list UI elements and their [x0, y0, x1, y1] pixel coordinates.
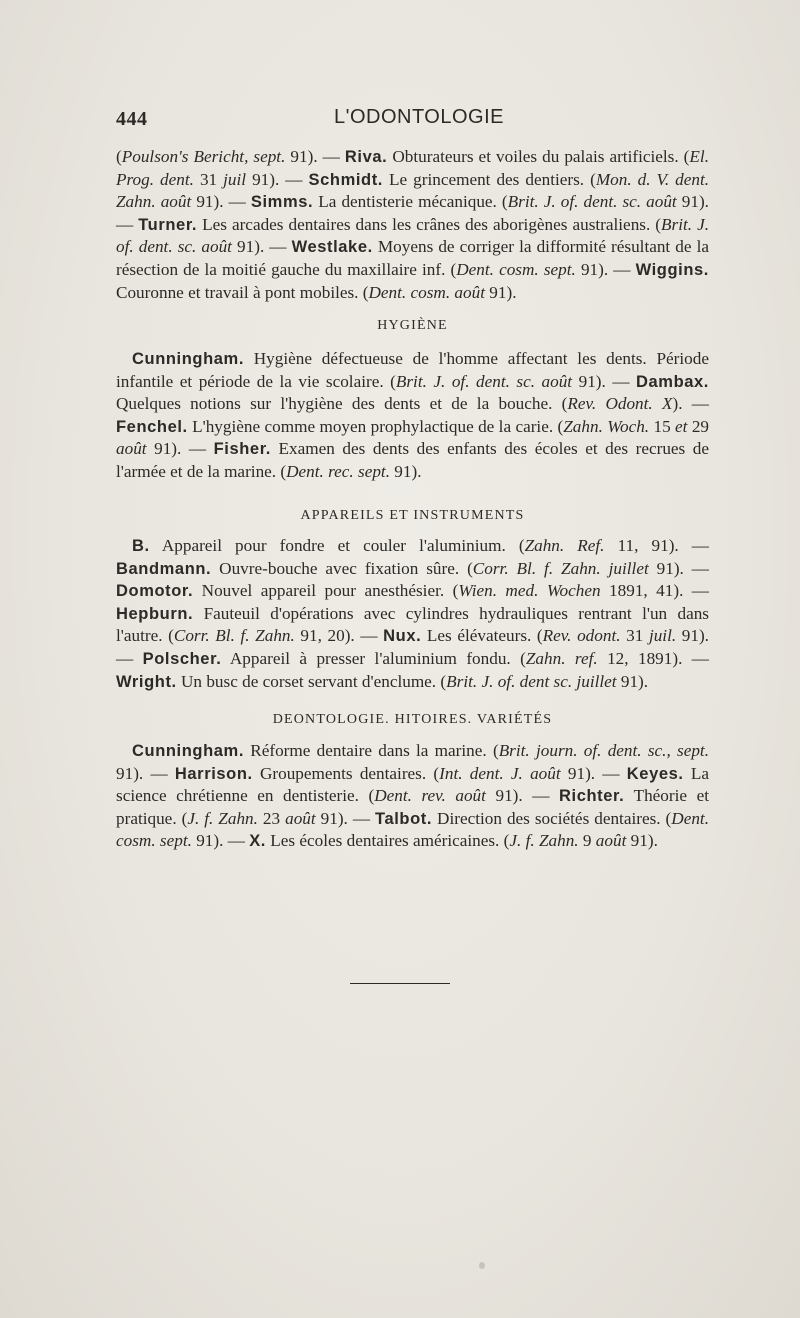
- citation: Brit. journ. of. dent. sc., sept.: [498, 741, 709, 760]
- section-continuation: [116, 146, 709, 304]
- text-run: Les arcades dentaires dans les crânes des aborigènes australiens. (: [197, 214, 662, 234]
- author-name: Fenchel.: [116, 417, 188, 436]
- text-run: 91). —: [648, 558, 709, 578]
- text-run: 91). —: [246, 169, 309, 189]
- text-run: 91, 20). —: [294, 626, 384, 646]
- text-run: Les élévateurs. (: [421, 626, 543, 646]
- text-run: 91). —: [116, 763, 175, 783]
- citation: Zahn. Woch.: [563, 416, 650, 436]
- citation: El. Prog. dent.: [116, 147, 709, 189]
- author-name: Dambax.: [636, 372, 709, 391]
- text-run: 31: [620, 626, 649, 646]
- citation: août: [595, 831, 627, 851]
- text-run: 91).: [626, 831, 658, 851]
- citation: Brit. J. of. dent. sc. août: [507, 192, 677, 212]
- author-name: Cunningham.: [132, 350, 245, 368]
- citation: Corr. Bl. f. Zahn. juillet: [472, 558, 649, 578]
- citation: Brit. J. of. dent. sc. août: [395, 371, 573, 391]
- text-run: 91). —: [572, 371, 637, 391]
- citation: Brit. J. of. dent. sc. août: [116, 214, 709, 257]
- author-name: B.: [132, 537, 150, 555]
- page-header: [116, 106, 708, 136]
- citation: Dent. cosm. août: [368, 282, 485, 302]
- citation: juil.: [648, 626, 677, 646]
- author-name: X.: [249, 832, 266, 851]
- text-run: 23: [257, 808, 286, 828]
- text-run: 91). —: [315, 808, 376, 828]
- author-name: Domotor.: [116, 582, 194, 601]
- text-run: Hygiène défectueuse de l'homme affectant les dents. Période infantile et période de la vie scolaire. (: [116, 349, 709, 391]
- text-run: Groupements dentaires. (: [252, 763, 440, 783]
- text-run: La dentisterie mécanique. (: [313, 192, 508, 212]
- paragraph: [116, 348, 709, 484]
- author-name: Polscher.: [142, 649, 222, 668]
- text-run: 15: [649, 416, 676, 436]
- text-run: La science chrétienne en dentisterie. (: [116, 763, 709, 806]
- citation: J. f. Zahn.: [187, 808, 258, 828]
- text-run: 1891, 41). —: [600, 581, 709, 601]
- text-run: Le grincement des dentiers. (: [383, 169, 596, 189]
- paragraph: [116, 740, 709, 853]
- author-name: Keyes.: [626, 764, 684, 783]
- citation: Int. dent. J. août: [439, 763, 561, 783]
- text-run: 91). —: [146, 439, 214, 459]
- section-appareils: [116, 535, 709, 693]
- author-name: Bandmann.: [116, 559, 212, 578]
- author-name: Richter.: [559, 787, 625, 806]
- citation: Rev. Odont. X: [567, 394, 673, 414]
- citation: Dent. cosm. sept.: [456, 259, 576, 279]
- text-run: 91). —: [560, 763, 627, 783]
- text-run: 11, 91). —: [604, 536, 709, 555]
- text-run: Ouvre-bouche avec fixation sûre. (: [211, 558, 473, 578]
- citation: Dent. rec. sept.: [286, 461, 390, 481]
- citation: Wien. med. Wochen: [458, 581, 601, 601]
- citation: août: [285, 808, 316, 828]
- text-run: Théorie et pratique. (: [116, 786, 709, 828]
- text-run: Appareil à presser l'aluminium fondu. (: [221, 648, 526, 668]
- end-rule: [350, 983, 450, 984]
- citation: Zahn. ref.: [525, 648, 598, 668]
- text-run: Examen des dents des enfants des écoles et des recrues de l'armée et de la marine. (: [116, 439, 709, 481]
- text-run: (: [116, 147, 122, 166]
- author-name: Harrison.: [174, 764, 253, 783]
- text-run: Moyens de corriger la difformité résultant de la résection de la moitié gauche du maxillaire inf. (: [116, 237, 709, 279]
- author-name: Talbot.: [375, 809, 433, 828]
- text-run: 91). —: [285, 147, 345, 166]
- text-run: Nouvel appareil pour anesthésier. (: [193, 581, 459, 601]
- text-run: 91).: [616, 671, 649, 691]
- paragraph: [116, 535, 709, 693]
- citation: Poulson's Bericht, sept.: [121, 147, 286, 166]
- text-run: Couronne et travail à pont mobiles. (: [116, 282, 369, 302]
- section-title-appareils: APPAREILS ET INSTRUMENTS: [300, 508, 525, 523]
- citation: Mon. d. V. dent. Zahn. août: [116, 169, 710, 212]
- text-run: Quelques notions sur l'hygiène des dents et de la bouche. (: [116, 394, 568, 414]
- text-run: Appareil pour fondre et couler l'aluminium. (: [149, 536, 525, 555]
- text-run: 91). —: [116, 192, 709, 234]
- text-run: 91).: [390, 461, 422, 481]
- text-run: 29: [687, 416, 710, 436]
- citation: Brit. J. of. dent sc. juillet: [446, 671, 617, 691]
- section-title-deontologie: DEONTOLOGIE. HITOIRES. VARIÉTÉS: [272, 712, 553, 727]
- citation: août: [116, 439, 147, 459]
- text-run: 91). —: [231, 237, 292, 257]
- citation: et: [675, 416, 688, 436]
- section-hygiene: [116, 348, 709, 484]
- citation: Dent. rev. août: [374, 786, 486, 806]
- text-run: Direction des sociétés dentaires. (: [432, 808, 672, 828]
- running-title: L'ODONTOLOGIE: [334, 106, 504, 128]
- author-name: Hepburn.: [116, 604, 194, 623]
- citation: Dent. cosm. sept.: [116, 808, 709, 851]
- text-run: ). —: [672, 394, 709, 414]
- text-run: 9: [578, 831, 596, 851]
- author-name: Turner.: [138, 215, 198, 234]
- text-run: Réforme dentaire dans la marine. (: [244, 741, 499, 760]
- citation: Rev. odont.: [542, 626, 621, 646]
- author-name: Nux.: [383, 627, 422, 646]
- author-name: Schmidt.: [308, 170, 383, 189]
- citation: J. f. Zahn.: [509, 831, 579, 851]
- citation: juil: [223, 169, 247, 189]
- author-name: Simms.: [250, 193, 314, 212]
- text-run: Obturateurs et voiles du palais artificiels. (: [387, 147, 690, 166]
- author-name: Westlake.: [291, 238, 373, 257]
- text-run: Les écoles dentaires américaines. (: [266, 831, 510, 851]
- text-run: Fauteuil d'opérations avec cylindres hydrauliques rentrant l'un dans l'autre. (: [116, 603, 709, 646]
- text-run: 91). —: [116, 626, 709, 668]
- author-name: Wiggins.: [635, 260, 709, 279]
- author-name: Riva.: [344, 148, 388, 166]
- text-run: 31: [193, 169, 224, 189]
- author-name: Cunningham.: [132, 742, 245, 760]
- citation: Corr. Bl. f. Zahn.: [173, 626, 295, 646]
- text-run: L'hygiène comme moyen prophylactique de la carie. (: [187, 416, 564, 436]
- paper-speck: [479, 1262, 485, 1269]
- text-run: 91). —: [191, 192, 251, 212]
- citation: Zahn. Ref.: [524, 536, 605, 555]
- text-run: 12, 1891). —: [597, 648, 709, 668]
- section-deontologie: [116, 740, 709, 853]
- author-name: Wright.: [116, 672, 177, 691]
- page-number: 444: [116, 108, 148, 130]
- section-title-hygiene: HYGIÈNE: [377, 318, 448, 333]
- author-name: Fisher.: [213, 440, 271, 459]
- text-run: 91). —: [485, 786, 560, 806]
- text-run: 91). —: [191, 831, 250, 851]
- text-run: 91).: [485, 282, 517, 302]
- text-run: Un busc de corset servant d'enclume. (: [176, 671, 447, 691]
- text-run: 91). —: [575, 259, 636, 279]
- paragraph: [116, 146, 709, 304]
